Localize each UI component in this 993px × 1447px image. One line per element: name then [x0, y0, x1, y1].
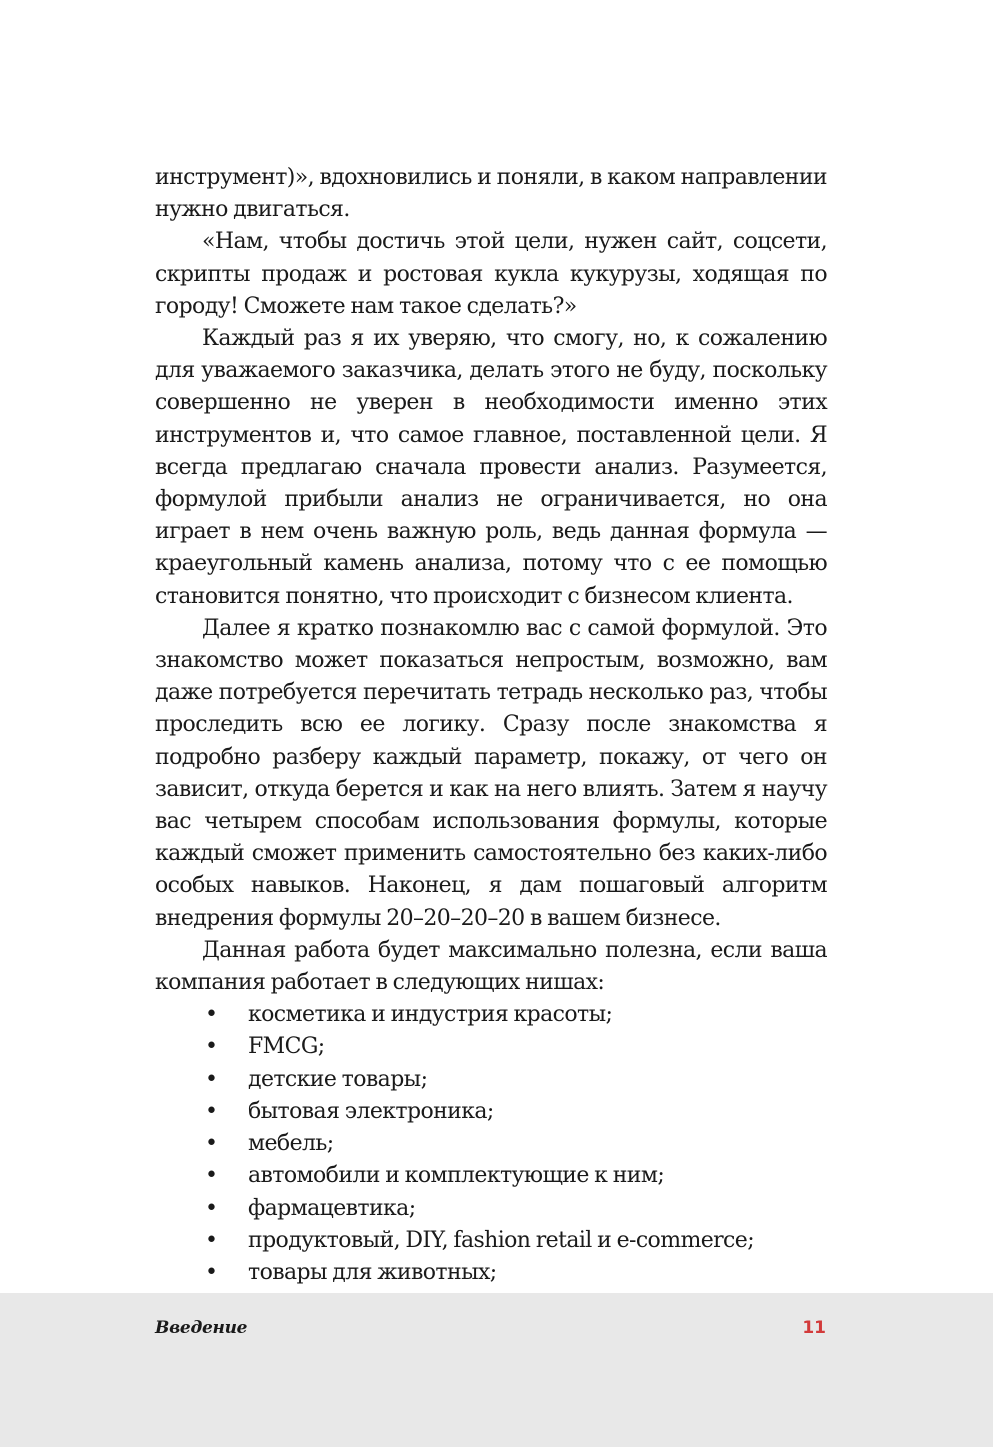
- list-item-text: товары для животных;: [248, 1259, 497, 1285]
- list-item: [155, 1128, 827, 1160]
- paragraph: «Нам, чтобы достичь этой цели, нужен сайт, соцсети, скрипты продаж и ростовая кукла кукурузы, ходящая по городу! Сможете нам такое сделать?»: [155, 229, 827, 319]
- paragraph: Данная работа будет максимально полезна, если ваша компания работает в следующих нишах:: [155, 937, 827, 996]
- list-item-text: фармацевтика;: [248, 1195, 416, 1221]
- page-footer: [0, 1293, 993, 1447]
- bullet-icon: •: [205, 1131, 218, 1157]
- body-text: [155, 162, 827, 1289]
- list-item: [155, 1064, 827, 1096]
- section-title: Введение: [155, 1318, 248, 1338]
- paragraph: Каждый раз я их уверяю, что смогу, но, к сожалению для уважаемого заказчика, делать этого не буду, поскольку совершенно не уверен в необходимости именно этих инструментов и, что самое главное, поставленной цели. Я всегда предлагаю сначала провести анализ. Разумеется, формулой прибыли анализ не ограничивается, но она играет в нем очень важную роль, ведь данная формула — краеугольный камень анализа, потому что с ее помощью становится понятно, что происходит с бизнесом клиента.: [155, 326, 827, 609]
- bullet-icon: •: [205, 1227, 218, 1253]
- list-item: [155, 1225, 827, 1257]
- list-item: [155, 1193, 827, 1225]
- list-item-text: FMCG;: [248, 1034, 325, 1060]
- bullet-icon: •: [205, 1195, 218, 1221]
- list-item-text: автомобили и комплектующие к ним;: [248, 1163, 665, 1189]
- page-number: 11: [802, 1318, 826, 1338]
- list-item: [155, 1096, 827, 1128]
- paragraph: Далее я кратко познакомлю вас с самой формулой. Это знакомство может показаться непростым, возможно, вам даже потребуется перечитать тетрадь несколько раз, чтобы проследить всю ее логику. Сразу после знакомства я подробно разберу каждый параметр, покажу, от чего он зависит, откуда берется и как на него влиять. Затем я научу вас четырем способам использования формулы, которые каждый сможет применить самостоятельно без каких-либо особых навыков. Наконец, я дам пошаговый алгоритм внедрения формулы 20–20–20–20 в вашем бизнесе.: [155, 615, 827, 931]
- bullet-icon: •: [205, 1002, 218, 1028]
- bullet-icon: •: [205, 1066, 218, 1092]
- list-item-text: мебель;: [248, 1131, 334, 1157]
- list-item: [155, 1257, 827, 1289]
- bullet-icon: •: [205, 1259, 218, 1285]
- niche-list: [155, 999, 827, 1289]
- list-item-text: бытовая электроника;: [248, 1098, 494, 1124]
- list-item-text: детские товары;: [248, 1066, 428, 1092]
- paragraph: инструмент)», вдохновились и поняли, в каком направлении нужно двигаться.: [155, 165, 827, 223]
- bullet-icon: •: [205, 1163, 218, 1189]
- list-item: [155, 1031, 827, 1063]
- list-item: [155, 1160, 827, 1192]
- bullet-icon: •: [205, 1034, 218, 1060]
- list-item-text: продуктовый, DIY, fashion retail и e-commerce;: [248, 1227, 755, 1253]
- list-item: [155, 999, 827, 1031]
- bullet-icon: •: [205, 1098, 218, 1124]
- list-item-text: косметика и индустрия красоты;: [248, 1002, 613, 1028]
